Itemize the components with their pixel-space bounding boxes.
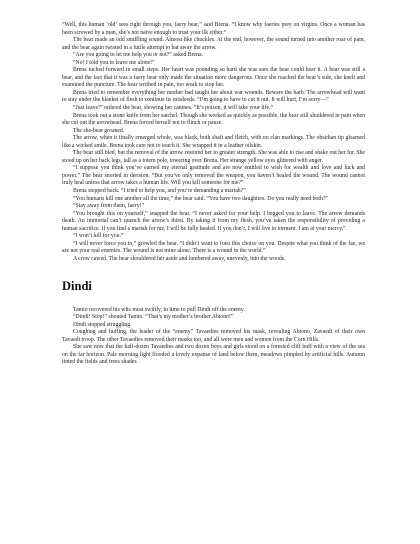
- paragraph: The she-bear groaned.: [73, 127, 125, 134]
- section-dindi: [62, 307, 365, 367]
- paragraph: Tamio recovered his wits most swiftly, in time to pull Dindi off the enemy.: [73, 306, 245, 313]
- paragraph: Dindi stopped struggling.: [73, 321, 132, 328]
- paragraph: Coughing and huffing, the leader of the “enemy” Tavaedies removed his mask, revealing Abiono, Zavaedi of their own Tavaedi troop. The other Tavaedies removed their masks too, and all were men and women from the Corn Hills.: [62, 329, 365, 343]
- paragraph: “You humans kill one another all the time,” the bear said. “You have two daughters. Do you really need both?”: [73, 195, 328, 202]
- paragraph: “You brought this on yourself,” snapped the bear. “I never asked for your help. I begged you to leave. The arrow demands death. An immortal can’t quench the arrow’s thirst. By taking it from my flesh, you’ve taken the responsibility of providing a human sacrifice. If you find a mariah for me, I will be fully healed. If you don’t, I will live in torment. I am at your mercy.”: [62, 210, 365, 232]
- paragraph: Brena tried to remember everything her mother had taught her about war wounds. Beware the barb. The arrowhead will want to stay under the blanket of flesh to continue its misdeeds. “I’m going to have to cut it out. It will hurt, I’m sorry—”: [62, 89, 365, 104]
- section-bear-scene: [62, 22, 365, 264]
- book-page: [62, 22, 365, 367]
- paragraph: The bear still bled, but the removal of the arrow restored her to greater strength. She was able to rise and shake out her fur. She stood up on her back legs, tall as a totem pole, towering over Brena. Her strange yellow eyes glittered with anger.: [62, 150, 365, 164]
- paragraph: The arrow, when it finally emerged whole, was black, both shaft and fletch, with no clan markings. The obsidian tip gleamed like a wicked smile. Brena took care not to touch it. She wrapped it in a leather oilskin.: [62, 135, 365, 149]
- paragraph: Brena took out a stone knife from her satchel. Though she worked as quickly as possible, the bear still shuddered in pain when she cut out the arrowhead. Brena forced herself not to flinch or pause.: [62, 112, 365, 127]
- paragraph: “I will never force you to,” growled the bear. “I didn’t want to foist this choice on you. Despite what you think of the fae, we are not your real enemies. The wound is not mine alone. There is a wound in the world.”: [62, 240, 365, 255]
- paragraph: Brena inched forward in small steps. Her heart was pounding so hard she was sure the bear could hear it. A bear was still a bear, and the fact that it was a faery bear only made the situation more dangerous. Once she reached the bear’s side, she knelt and examined the puncture. The bear writhed in pain, too weak to stop her.: [62, 67, 365, 89]
- paragraph: “No! I told you to leave me alone!”: [73, 59, 155, 66]
- section-heading: Dindi: [62, 278, 92, 293]
- paragraph: A crow cawed. The bear shouldered her aside and lumbered away, unevenly, into the woods.: [73, 255, 286, 262]
- paragraph: “Are you going to let me help you or not?” asked Brena.: [73, 52, 203, 59]
- paragraph: Brena stepped back. “I tried to help you, and you’re demanding a mariah?”: [73, 188, 246, 195]
- paragraph: “Stay away from them, faery!”: [73, 203, 145, 210]
- paragraph: “Dindi! Stop!” shouted Tamio. “That’s my mother’s brother Abiono!”: [73, 314, 234, 321]
- paragraph: “I suppose you think you’ve earned my eternal gratitude and are now entitled to wish for wealth and love and luck and power.” The bear snorted in derision. “But you’ve only removed the weapon, you haven’t healed the wound. The wound cannot truly heal unless that arrow takes a human life. Will you kill someone for me?”: [62, 165, 365, 187]
- paragraph: “Just leave!” ordered the bear, showing her canines. “It’s poison, it will take your life.”: [73, 105, 273, 112]
- paragraph: She saw now that the half-dozen Tavaedies and two dozen boys and girls stood on a forested cliff buff with a view of the sea on the far horizon. Pale morning light flooded a lovely expanse of land below them, meadows pimpled by artificial hills. Autumn tinted the fields and trees shades: [62, 344, 365, 366]
- paragraph: The bear made an odd snuffling sound. Almost like chuckles. At the end, however, the sound turned into another roar of pain, and the bear again twisted in a futile attempt to bat away the arrow.: [62, 37, 365, 51]
- paragraph: “I won’t kill for you.”: [73, 233, 124, 240]
- paragraph: “Well, this human ‘old’ sees right through you, faery bear,” said Brena. “I know why faeries prey on virgins. Once a woman has been screwed by a man, she’s not naïve enough to trust your ilk either.”: [62, 22, 365, 36]
